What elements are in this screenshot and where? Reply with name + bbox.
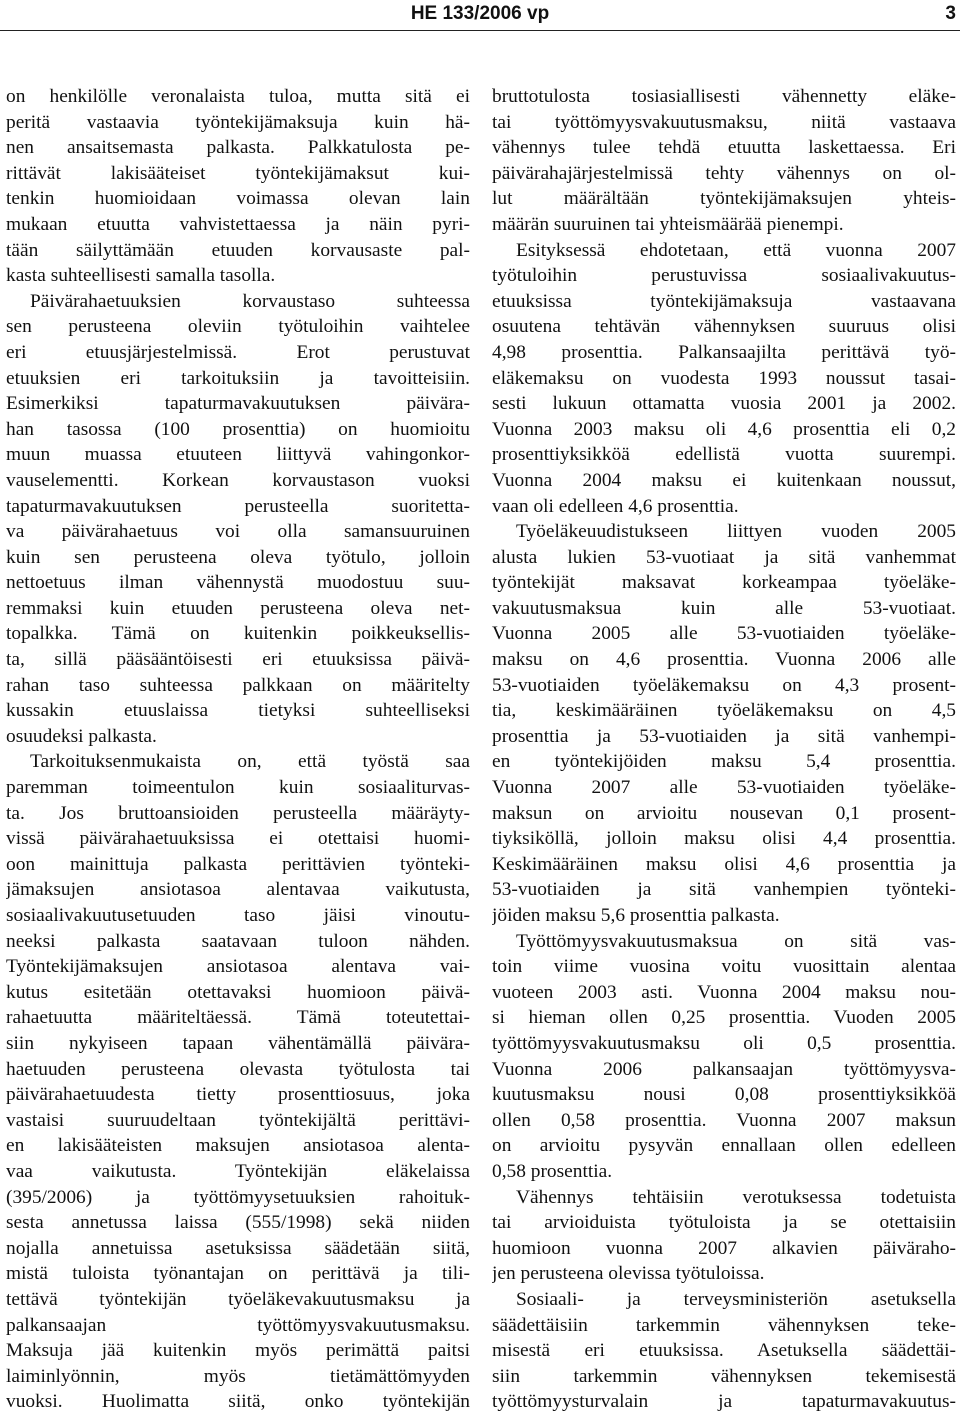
text-line: remmaksi kuin etuuden perusteena oleva net-	[6, 597, 470, 619]
text-line: ta, sillä pääsääntöisesti eri etuuksissa päivä-	[6, 649, 470, 671]
text-line: Vuonna 2007 alle 53-vuotiaiden työeläke-	[492, 777, 956, 799]
text-line: jen perusteena olevissa työtuloissa.	[492, 1263, 765, 1285]
text-line: maksu on 4,6 prosenttia. Vuonna 2006 alle	[492, 649, 956, 671]
text-line: kasta suhteellisesti samalla tasolla.	[6, 265, 276, 287]
text-line: siin tarkemmin vähennyksen tekemisestä	[492, 1365, 956, 1387]
text-line: sesti lukuun ottamatta vuosia 2001 ja 2002.	[492, 393, 956, 415]
text-line: oon mainittuja palkasta perittävien työnteki-	[6, 853, 470, 875]
text-line: 53-vuotiaiden työeläkemaksu on 4,3 prosent-	[492, 674, 956, 696]
text-line: sen perusteena oleviin työtuloihin vaihtelee	[6, 316, 470, 338]
header-divider	[0, 30, 960, 31]
document-id: HE 133/2006 vp	[410, 3, 550, 24]
text-line: rittävät lakisääteiset työntekijämaksut kui-	[6, 162, 470, 184]
text-line: en työntekijöiden maksu 5,4 prosenttia.	[492, 751, 956, 773]
text-line: ollen 0,58 prosenttia. Vuonna 2007 maksun	[492, 1109, 956, 1131]
text-line: työttömyysturvalain ja tapaturmavakuutus-	[492, 1391, 956, 1413]
text-line: alusta lukien 53-vuotiaat ja sitä vanhemmat	[492, 546, 956, 568]
text-line: Tarkoituksenmukaista on, että työstä saa	[30, 751, 470, 773]
text-line: työttömyysvakuutusmaksu oli 0,5 prosenttia.	[492, 1032, 956, 1054]
text-line: (395/2006) ja työttömyysetuuksien rahoituk-	[6, 1186, 470, 1208]
text-line: mukaan etuutta vahvistettaessa ja näin pyri-	[6, 213, 470, 235]
text-line: työntekijät maksavat korkeampaa työeläke-	[492, 572, 956, 594]
text-line: si hieman ollen 0,25 prosenttia. Vuoden 2005	[492, 1007, 956, 1029]
text-line: maksun on arvioitu nousevan 0,1 prosent-	[492, 802, 956, 824]
text-line: lut määrältään työntekijämaksujen yhteis-	[492, 188, 956, 210]
text-line: kutus esitetään otettavaksi huomioon päivä-	[6, 981, 470, 1003]
text-line: vaa vaikutusta. Työntekijän eläkelaissa	[6, 1160, 470, 1182]
text-line: on arvioitu pysyvän ennallaan ollen edelleen	[492, 1135, 956, 1157]
text-line: Esimerkiksi tapaturmavakuutuksen päivära-	[6, 393, 470, 415]
text-line: misestä eri etuuksissa. Asetuksella säädettäi-	[492, 1340, 956, 1362]
text-line: Vuonna 2003 maksu oli 4,6 prosenttia eli 0,2	[492, 418, 956, 440]
text-line: neeksi palkasta saatavaan tuloon nähden.	[6, 930, 470, 952]
text-line: tai arvioiduista työtuloista ja se otettaisiin	[492, 1212, 956, 1234]
text-line: tia, keskimääräinen työeläkemaksu on 4,5	[492, 700, 956, 722]
text-line: tai työttömyysvakuutusmaksu, niitä vastaava	[492, 111, 956, 133]
text-line: 4,98 prosenttia. Palkansaajilta perittävä työ-	[492, 341, 956, 363]
text-line: sosiaalivakuutusetuuden taso jäisi vinoutu-	[6, 905, 470, 926]
text-line: en lakisääteisten maksujen ansiotasoa alenta-	[6, 1135, 470, 1157]
text-line: Maksuja jää kuitenkin myös perimättä paitsi	[6, 1340, 470, 1362]
text-line: tään säilyttämään etuuden korvausaste pal-	[6, 239, 470, 261]
text-line: Työntekijämaksujen ansiotasoa alentava vai-	[6, 956, 470, 978]
text-line: topalkka. Tämä on kuitenkin poikkeuksellis-	[6, 623, 470, 645]
text-line: tettävä työntekijän työeläkevakuutusmaksu ja	[6, 1288, 470, 1310]
left-text-column	[6, 84, 470, 1415]
text-line: Keskimääräinen maksu olisi 4,6 prosenttia ja	[492, 853, 956, 875]
page-number: 3	[945, 3, 956, 24]
text-line: tenkin huomioidaan voimassa olevan lain	[6, 188, 470, 210]
text-line: prosenttiyksikköä edellistä vuotta suurempi.	[492, 444, 956, 466]
text-line: Sosiaali- ja terveysministeriön asetuksella	[516, 1288, 956, 1310]
text-line: Esityksessä ehdotetaan, että vuonna 2007	[516, 239, 956, 261]
text-line: vastaisi suuruudeltaan työntekijältä perittävi-	[6, 1109, 470, 1131]
text-line: kuutusmaksu nousi 0,08 prosenttiyksikköä	[492, 1084, 956, 1106]
text-line: peritä vastaavia työntekijämaksuja kuin hä-	[6, 111, 470, 133]
text-line: osuudeksi palkasta.	[6, 725, 157, 747]
text-line: Vähennys tehtäisiin verotuksessa todetuista	[516, 1186, 956, 1208]
text-line: tiyksiköllä, jolloin maksu olisi 4,4 prosenttia.	[492, 828, 956, 850]
right-text-column	[492, 84, 956, 1415]
text-line: vähennys tulee tehdä etuutta laskettaessa. Eri	[492, 137, 956, 159]
text-line: bruttotulosta tosiasiallisesti vähennetty eläke-	[492, 86, 956, 107]
text-line: nettoetuus ilman vähennystä muodostuu suu-	[6, 572, 470, 594]
text-line: han tasossa (100 prosenttia) on huomioitu	[6, 418, 470, 440]
text-line: vakuutusmaksua kuin alle 53-vuotiaat.	[492, 597, 956, 619]
text-line: etuuksissa työntekijämaksuja vastaavana	[492, 290, 956, 312]
text-line: nen ansaitsemasta palkasta. Palkkatulosta pe-	[6, 137, 470, 159]
text-line: 0,58 prosenttia.	[492, 1160, 613, 1182]
text-line: jämaksujen ansiotasoa alentavaa vaikutusta,	[6, 879, 470, 901]
text-line: haetuuden perusteena olevasta työtulosta tai	[6, 1058, 470, 1080]
text-line: määrän suuruinen tai yhteismäärää pienempi.	[492, 213, 844, 235]
text-line: sesta annetussa laissa (555/1998) sekä niiden	[6, 1212, 470, 1234]
text-line: prosenttia ja 53-vuotiaiden ja sitä vanhempi-	[492, 725, 956, 747]
text-line: vuoteen 2003 asti. Vuonna 2004 maksu nou-	[492, 981, 956, 1003]
text-line: palkansaajan työttömyysvakuutusmaksu.	[6, 1314, 470, 1336]
text-line: vaan oli edelleen 4,6 prosenttia.	[492, 495, 739, 517]
text-line: rahaetuutta määriteltäessä. Tämä toteutettai-	[6, 1007, 470, 1029]
text-line: nojalla annetuissa asetuksissa säädetään siitä,	[6, 1237, 470, 1259]
text-line: Vuonna 2006 palkansaajan työttömyysva-	[492, 1058, 956, 1080]
text-line: osuutena tehtävän vähennyksen suuruus olisi	[492, 316, 956, 338]
text-line: jöiden maksu 5,6 prosenttia palkasta.	[492, 905, 780, 926]
text-line: vuoksi. Huolimatta siitä, onko työntekijän	[6, 1391, 470, 1413]
text-line: huomioon vuonna 2007 alkavien päiväraho-	[492, 1237, 956, 1259]
text-line: Vuonna 2004 maksu ei kuitenkaan noussut,	[492, 469, 956, 491]
text-line: eri etuusjärjestelmissä. Erot perustuvat	[6, 341, 470, 363]
text-line: ta. Jos bruttoansioiden perusteella määräyty-	[6, 802, 470, 824]
text-line: kussakin etuuslaissa tietyksi suhteelliseksi	[6, 700, 470, 722]
text-line: vauselementti. Korkean korvaustason vuoksi	[6, 469, 470, 491]
text-line: 53-vuotiaiden ja sitä vanhempien työnteki-	[492, 879, 956, 901]
text-line: eläkemaksu on vuodesta 1993 noussut tasai-	[492, 367, 956, 389]
text-line: kuin sen perusteena oleva työtulo, jolloin	[6, 546, 470, 568]
text-line: tapaturmavakuutuksen perusteella suoritetta-	[6, 495, 470, 517]
text-line: va päivärahaetuus voi olla samansuuruinen	[6, 521, 470, 543]
text-line: laiminlyönnin, myös tietämättömyyden	[6, 1365, 470, 1387]
text-line: Työeläkeuudistukseen liittyen vuoden 2005	[516, 521, 956, 543]
text-line: Päivärahaetuuksien korvaustaso suhteessa	[30, 290, 470, 312]
page-header	[0, 0, 960, 30]
text-line: paremman toimeentulon kuin sosiaaliturvas-	[6, 777, 470, 799]
text-line: siin nykyiseen tapaan vähentämällä päivära-	[6, 1032, 470, 1054]
text-line: muun muassa etuuteen liittyvä vahingonkor-	[6, 444, 470, 466]
text-line: Vuonna 2005 alle 53-vuotiaiden työeläke-	[492, 623, 956, 645]
text-line: on henkilölle veronalaista tuloa, mutta sitä ei	[6, 86, 470, 107]
text-line: Työttömyysvakuutusmaksua on sitä vas-	[516, 930, 956, 952]
text-line: työtuloihin perustuvissa sosiaalivakuutus-	[492, 265, 956, 287]
text-line: päivärahaetuudesta tietty prosenttiosuus, joka	[6, 1084, 470, 1106]
text-line: mistä tuloista työnantajan on perittävä ja tili-	[6, 1263, 470, 1285]
text-line: toin viime vuosina voitu vuosittain alentaa	[492, 956, 956, 978]
text-line: vissä päivärahaetuuksissa ei otettaisi huomi-	[6, 828, 470, 850]
text-line: säädettäisiin tarkemmin vähennyksen teke-	[492, 1314, 956, 1336]
text-line: rahan taso suhteessa palkkaan on määritelty	[6, 674, 470, 696]
text-line: etuuksien eri tarkoituksiin ja tavoitteisiin.	[6, 367, 470, 389]
text-line: päivärahajärjestelmissä tehty vähennys on ol-	[492, 162, 956, 184]
